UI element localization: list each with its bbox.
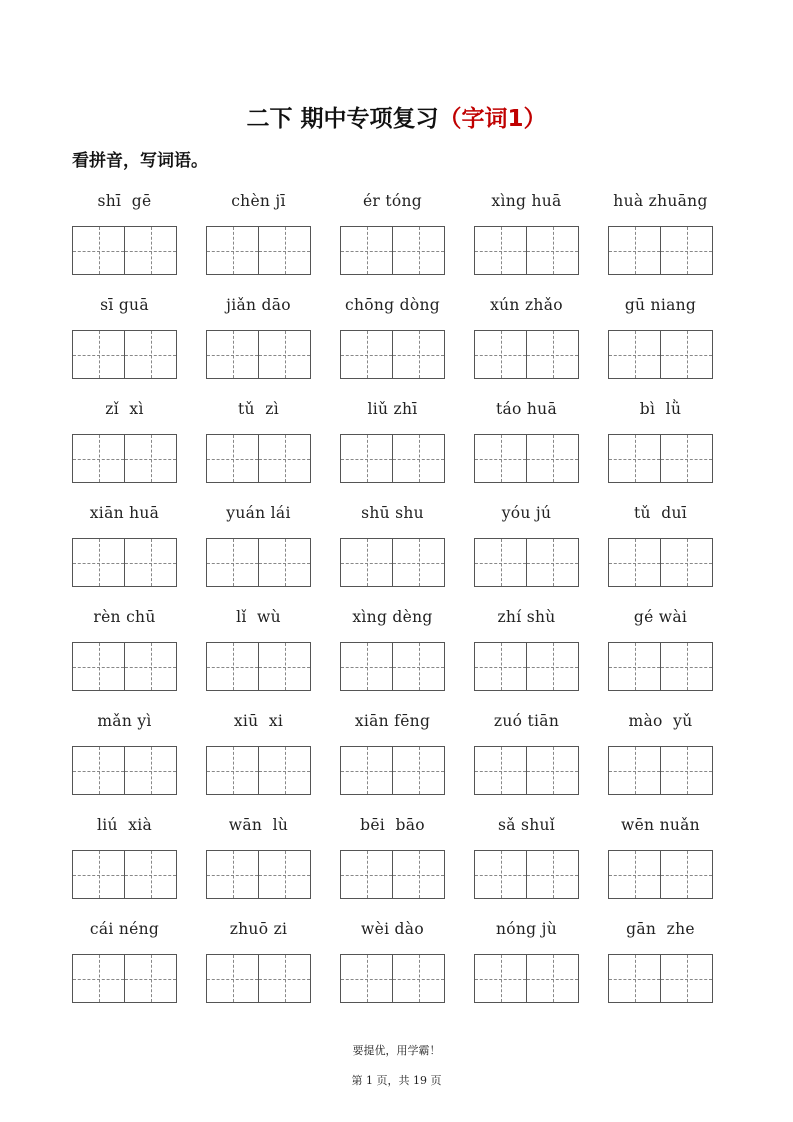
- pinyin-label: wèi dào: [361, 920, 424, 938]
- tianzige-square[interactable]: [124, 643, 176, 690]
- title-subtitle: （字词1）: [438, 106, 547, 132]
- writing-box: [340, 746, 445, 795]
- page-number: 第 1 页，共 19 页: [351, 1074, 442, 1087]
- writing-box: [72, 538, 177, 587]
- tianzige-square[interactable]: [526, 851, 578, 898]
- word-item: [72, 396, 177, 483]
- pinyin-label: táo huā: [495, 400, 558, 418]
- pinyin-label: chèn jī: [231, 192, 286, 210]
- tianzige-square[interactable]: [73, 747, 124, 794]
- writing-box: [72, 746, 177, 795]
- tianzige-square[interactable]: [124, 539, 176, 586]
- word-item: [340, 916, 445, 1003]
- writing-box: [206, 330, 311, 379]
- word-item: [608, 812, 713, 899]
- writing-box: [474, 746, 579, 795]
- pinyin-label: gū niang: [624, 296, 697, 314]
- pinyin-label: liǔ zhī: [367, 400, 418, 418]
- word-item: [72, 500, 177, 587]
- word-item: [474, 188, 579, 275]
- tianzige-square[interactable]: [609, 955, 660, 1002]
- pinyin-label: xiū xi: [233, 712, 284, 730]
- word-item: [608, 500, 713, 587]
- tianzige-square[interactable]: [660, 955, 712, 1002]
- tianzige-square[interactable]: [392, 955, 444, 1002]
- pinyin-label: zhí shù: [497, 608, 556, 626]
- tianzige-square[interactable]: [475, 643, 526, 690]
- tianzige-square[interactable]: [207, 747, 258, 794]
- pinyin-label: zhuō zi: [229, 920, 288, 938]
- pinyin-label: tǔ duī: [633, 504, 688, 522]
- pinyin-label: yóu jú: [501, 504, 552, 522]
- tianzige-square[interactable]: [660, 331, 712, 378]
- tianzige-square[interactable]: [124, 747, 176, 794]
- tianzige-square[interactable]: [609, 747, 660, 794]
- word-item: [340, 604, 445, 691]
- tianzige-square[interactable]: [73, 227, 124, 274]
- tianzige-square[interactable]: [475, 227, 526, 274]
- tianzige-square[interactable]: [475, 851, 526, 898]
- tianzige-square[interactable]: [660, 227, 712, 274]
- tianzige-square[interactable]: [526, 747, 578, 794]
- title-main: 二下 期中专项复习: [246, 106, 439, 132]
- tianzige-square[interactable]: [526, 435, 578, 482]
- pinyin-label: rèn chū: [93, 608, 156, 626]
- pinyin-label: nóng jù: [495, 920, 558, 938]
- word-item: [206, 604, 311, 691]
- pinyin-label: xiān huā: [89, 504, 160, 522]
- pinyin-label: liú xià: [96, 816, 153, 834]
- word-item: [206, 396, 311, 483]
- pinyin-label: zuó tiān: [493, 712, 560, 730]
- tianzige-square[interactable]: [609, 227, 660, 274]
- exercise-row: [72, 188, 712, 292]
- writing-box: [474, 538, 579, 587]
- writing-box: [608, 746, 713, 795]
- writing-box: [340, 538, 445, 587]
- word-item: [608, 604, 713, 691]
- tianzige-square[interactable]: [73, 539, 124, 586]
- tianzige-square[interactable]: [207, 435, 258, 482]
- word-item: [206, 500, 311, 587]
- tianzige-square[interactable]: [392, 227, 444, 274]
- pinyin-label: shī gē: [97, 192, 152, 210]
- tianzige-square[interactable]: [258, 435, 310, 482]
- tianzige-square[interactable]: [73, 435, 124, 482]
- pinyin-label: xiān fēng: [354, 712, 431, 730]
- tianzige-square[interactable]: [475, 747, 526, 794]
- tianzige-square[interactable]: [341, 331, 392, 378]
- writing-box: [340, 954, 445, 1003]
- word-item: [474, 708, 579, 795]
- exercise-row: [72, 916, 712, 1020]
- writing-box: [340, 226, 445, 275]
- writing-box: [206, 954, 311, 1003]
- pinyin-label: ér tóng: [362, 192, 423, 210]
- tianzige-square[interactable]: [660, 851, 712, 898]
- pinyin-label: cái néng: [89, 920, 160, 938]
- tianzige-square[interactable]: [341, 435, 392, 482]
- writing-box: [206, 746, 311, 795]
- pinyin-label: mǎn yì: [97, 712, 152, 730]
- tianzige-square[interactable]: [392, 851, 444, 898]
- tianzige-square[interactable]: [526, 331, 578, 378]
- word-item: [340, 188, 445, 275]
- writing-box: [72, 850, 177, 899]
- tianzige-square[interactable]: [258, 539, 310, 586]
- word-item: [72, 708, 177, 795]
- writing-box: [72, 434, 177, 483]
- word-item: [608, 188, 713, 275]
- word-item: [206, 188, 311, 275]
- writing-box: [72, 642, 177, 691]
- writing-box: [608, 330, 713, 379]
- exercise-row: [72, 396, 712, 500]
- tianzige-square[interactable]: [207, 227, 258, 274]
- pinyin-label: lǐ wù: [236, 608, 281, 626]
- writing-box: [340, 642, 445, 691]
- exercise-row: [72, 604, 712, 708]
- word-item: [474, 396, 579, 483]
- word-item: [206, 916, 311, 1003]
- writing-box: [608, 642, 713, 691]
- tianzige-square[interactable]: [609, 539, 660, 586]
- pinyin-label: jiǎn dāo: [226, 296, 291, 314]
- writing-box: [608, 954, 713, 1003]
- writing-box: [206, 850, 311, 899]
- tianzige-square[interactable]: [609, 435, 660, 482]
- tianzige-square[interactable]: [258, 851, 310, 898]
- tianzige-square[interactable]: [526, 539, 578, 586]
- tianzige-square[interactable]: [124, 435, 176, 482]
- pinyin-label: wān lù: [228, 816, 289, 834]
- tianzige-square[interactable]: [207, 643, 258, 690]
- word-item: [474, 812, 579, 899]
- word-item: [72, 292, 177, 379]
- word-item: [608, 292, 713, 379]
- exercise-row: [72, 812, 712, 916]
- writing-box: [608, 434, 713, 483]
- pinyin-label: xìng huā: [491, 192, 562, 210]
- writing-box: [608, 850, 713, 899]
- tianzige-square[interactable]: [609, 851, 660, 898]
- word-item: [474, 604, 579, 691]
- word-item: [206, 292, 311, 379]
- tianzige-square[interactable]: [392, 643, 444, 690]
- word-item: [608, 396, 713, 483]
- tianzige-square[interactable]: [73, 955, 124, 1002]
- tianzige-square[interactable]: [475, 955, 526, 1002]
- writing-box: [72, 954, 177, 1003]
- writing-box: [72, 226, 177, 275]
- writing-box: [474, 642, 579, 691]
- pinyin-label: chōng dòng: [345, 296, 440, 314]
- tianzige-square[interactable]: [207, 331, 258, 378]
- pinyin-label: mào yǔ: [628, 712, 693, 730]
- pinyin-label: tǔ zì: [238, 400, 279, 418]
- word-item: [340, 292, 445, 379]
- tianzige-square[interactable]: [124, 331, 176, 378]
- tianzige-square[interactable]: [392, 747, 444, 794]
- writing-box: [474, 330, 579, 379]
- tianzige-square[interactable]: [258, 227, 310, 274]
- tianzige-square[interactable]: [660, 539, 712, 586]
- word-item: [340, 708, 445, 795]
- tianzige-square[interactable]: [341, 643, 392, 690]
- tianzige-square[interactable]: [475, 435, 526, 482]
- word-item: [206, 708, 311, 795]
- tianzige-square[interactable]: [392, 435, 444, 482]
- pinyin-label: huà zhuāng: [613, 192, 708, 210]
- tianzige-square[interactable]: [124, 851, 176, 898]
- word-item: [474, 916, 579, 1003]
- word-item: [206, 812, 311, 899]
- exercise-row: [72, 500, 712, 604]
- word-item: [72, 916, 177, 1003]
- pinyin-label: shū shu: [361, 504, 424, 522]
- tianzige-square[interactable]: [258, 955, 310, 1002]
- writing-box: [474, 850, 579, 899]
- word-item: [72, 812, 177, 899]
- writing-box: [206, 538, 311, 587]
- pinyin-label: bēi bāo: [360, 816, 425, 834]
- exercise-row: [72, 292, 712, 396]
- word-grid: [72, 188, 712, 1020]
- tianzige-square[interactable]: [609, 643, 660, 690]
- tianzige-square[interactable]: [341, 851, 392, 898]
- tianzige-square[interactable]: [341, 955, 392, 1002]
- writing-box: [340, 330, 445, 379]
- tianzige-square[interactable]: [258, 643, 310, 690]
- writing-box: [340, 434, 445, 483]
- writing-box: [206, 434, 311, 483]
- writing-box: [206, 642, 311, 691]
- word-item: [72, 604, 177, 691]
- tianzige-square[interactable]: [475, 539, 526, 586]
- writing-box: [474, 434, 579, 483]
- tianzige-square[interactable]: [660, 747, 712, 794]
- tianzige-square[interactable]: [609, 331, 660, 378]
- tianzige-square[interactable]: [124, 227, 176, 274]
- writing-box: [206, 226, 311, 275]
- writing-box: [474, 954, 579, 1003]
- writing-box: [474, 226, 579, 275]
- word-item: [340, 396, 445, 483]
- word-item: [608, 916, 713, 1003]
- tianzige-square[interactable]: [73, 851, 124, 898]
- word-item: [608, 708, 713, 795]
- tianzige-square[interactable]: [258, 331, 310, 378]
- word-item: [72, 188, 177, 275]
- page-title: [0, 100, 793, 133]
- writing-box: [608, 226, 713, 275]
- tianzige-square[interactable]: [341, 539, 392, 586]
- pinyin-label: gé wài: [633, 608, 688, 626]
- pinyin-label: gān zhe: [626, 920, 695, 938]
- pinyin-label: yuán lái: [226, 504, 291, 522]
- tianzige-square[interactable]: [341, 747, 392, 794]
- pinyin-label: wēn nuǎn: [621, 816, 700, 834]
- tianzige-square[interactable]: [341, 227, 392, 274]
- tianzige-square[interactable]: [475, 331, 526, 378]
- pinyin-label: sī guā: [100, 296, 149, 314]
- exercise-row: [72, 708, 712, 812]
- tianzige-square[interactable]: [124, 955, 176, 1002]
- tianzige-square[interactable]: [73, 331, 124, 378]
- tianzige-square[interactable]: [660, 435, 712, 482]
- tianzige-square[interactable]: [258, 747, 310, 794]
- tianzige-square[interactable]: [526, 227, 578, 274]
- pinyin-label: sǎ shuǐ: [497, 816, 556, 834]
- writing-box: [340, 850, 445, 899]
- writing-box: [608, 538, 713, 587]
- instruction-heading: 看拼音，写词语。: [72, 151, 208, 171]
- word-item: [474, 292, 579, 379]
- tianzige-square[interactable]: [526, 955, 578, 1002]
- footer-slogan: 要提优，用学霸！: [352, 1044, 441, 1057]
- tianzige-square[interactable]: [73, 643, 124, 690]
- word-item: [340, 812, 445, 899]
- tianzige-square[interactable]: [526, 643, 578, 690]
- word-item: [474, 500, 579, 587]
- pinyin-label: xìng dèng: [352, 608, 433, 626]
- tianzige-square[interactable]: [392, 539, 444, 586]
- tianzige-square[interactable]: [207, 539, 258, 586]
- word-item: [340, 500, 445, 587]
- pinyin-label: xún zhǎo: [490, 296, 563, 314]
- tianzige-square[interactable]: [392, 331, 444, 378]
- tianzige-square[interactable]: [207, 955, 258, 1002]
- pinyin-label: bì lǜ: [639, 400, 682, 418]
- pinyin-label: zǐ xì: [105, 400, 144, 418]
- writing-box: [72, 330, 177, 379]
- tianzige-square[interactable]: [207, 851, 258, 898]
- tianzige-square[interactable]: [660, 643, 712, 690]
